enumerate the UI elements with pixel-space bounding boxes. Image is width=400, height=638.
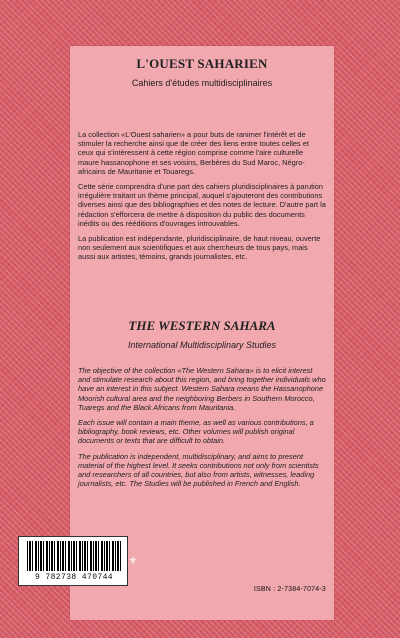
french-subtitle: Cahiers d'études multidisciplinaires xyxy=(131,78,273,88)
french-body xyxy=(70,130,334,268)
french-paragraph-2: Cette série comprendra d'une part des cahiers pluridisciplinaires à parution irrégulière traitant un thème principal, auquel s'ajouteront des contributions diverses ainsi que des bibliographies et des notes de lecture. D'autre part la rédaction s'efforcera de mettre à disposition du public des documents inédits ou des rééditions d'ouvrages introuvables. xyxy=(78,182,326,228)
english-paragraph-2: Each issue will contain a main theme, as well as various contributions, a bibliography, book reviews, etc. Other volumes will publish original documents or texts that are difficult to obtain. xyxy=(78,418,314,446)
english-subtitle: International Multidisciplinary Studies xyxy=(127,340,277,350)
text-panel xyxy=(70,46,334,620)
english-paragraph-3: The publication is independent, multidisciplinary, and aims to present material of the highest level. It seeks contributions not only from scientists and researchers of all countries, but also from artists, witnesses, leading journalists, etc. The Studies will be published in French and English. xyxy=(78,451,319,489)
french-title: L'OUEST SAHARIEN xyxy=(136,56,268,71)
barcode-number: 9 782738 470744 xyxy=(34,573,113,582)
english-section xyxy=(70,318,334,350)
english-paragraph-1: The objective of the collection «The Western Sahara» is to elicit interest and stimulate research about this region, and bring together individuals who have an interest in this subject. Western Sahara means the Hassanophone Moorish cultural area and the neighboring Berbers in Southern Morocco, Tuaregs and the Black Africans from Mauritania. xyxy=(78,366,326,412)
french-paragraph-1: La collection «L'Ouest saharien» a pour buts de ranimer l'intérêt et de stimuler la recherche ainsi que de créer des liens entre toutes celles et ceux qui s'intéressent à cette région comprise comme l'aire culturelle maure hassanophone et ses voisins, Berbères du Sud Maroc, Négro-africains de Mauritanie et Touaregs. xyxy=(78,130,309,176)
english-title: THE WESTERN SAHARA xyxy=(128,318,276,333)
french-paragraph-3: La publication est indépendante, pluridisciplinaire, de haut niveau, ouverte non seulement aux scientifiques et aux chercheurs de tous pays, mais aussi aux artistes, témoins, grands journalistes, etc. xyxy=(78,234,321,262)
barcode xyxy=(18,536,128,586)
isbn-label: ISBN : 2-7384-7074-3 xyxy=(253,586,326,593)
english-body xyxy=(70,366,334,494)
barcode-bars-icon xyxy=(27,541,121,571)
publisher-logo-icon: ⚜ xyxy=(128,556,138,567)
french-section xyxy=(70,56,334,88)
